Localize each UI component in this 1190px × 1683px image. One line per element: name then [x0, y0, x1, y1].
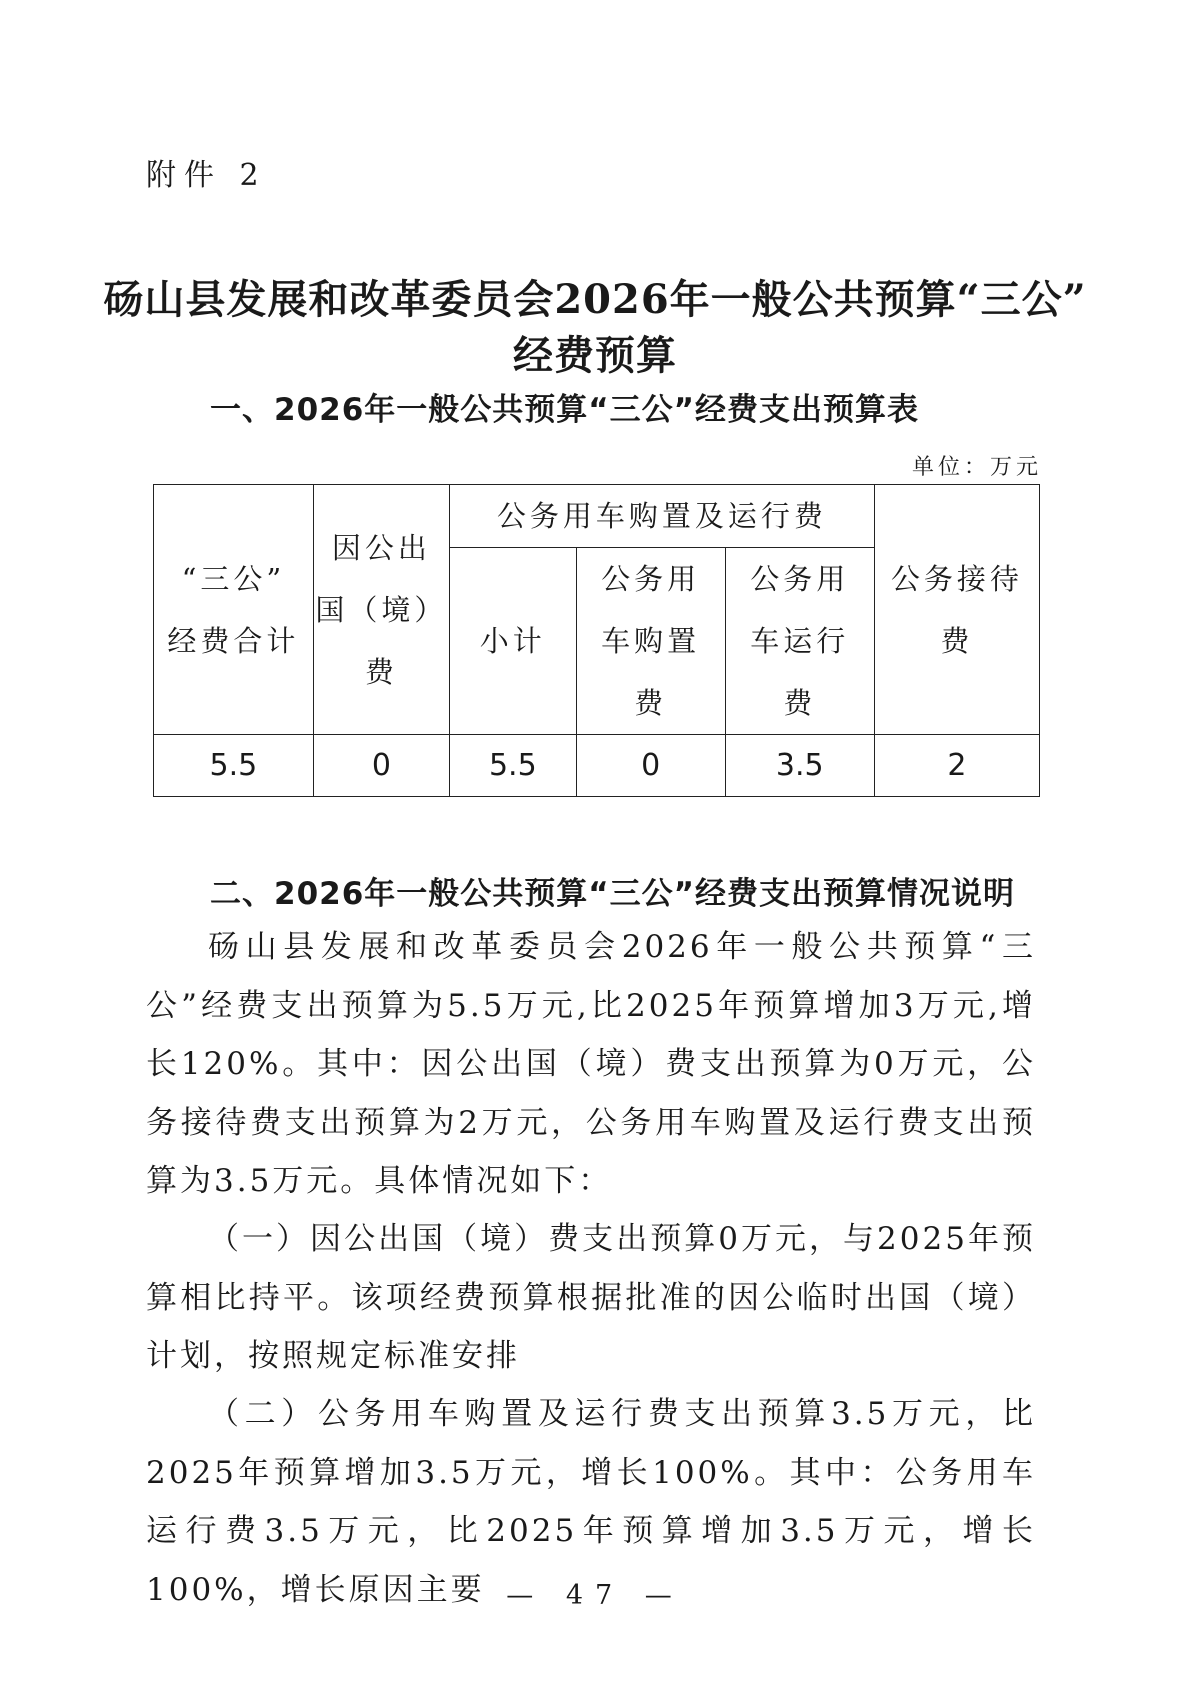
header-vehicle-operation: 公务用 车运行 费: [725, 548, 874, 735]
unit-label: 单位：万元: [911, 455, 1042, 480]
paragraph-summary: 砀山县发展和改革委员会2026年一般公共预算“三公”经费支出预算为5.5万元,比2025年预算增加3万元,增长120%。其中：因公出国（境）费支出预算为0万元，公务接待费支出预算为2万元，公务用车购置及运行费支出预算为3.5万元。具体情况如下：: [146, 929, 1036, 1199]
value-reception: 2: [874, 735, 1039, 797]
attachment-label: 附件 2: [146, 158, 267, 193]
value-total: 5.5: [154, 735, 314, 797]
section1-heading: 一、2026年一般公共预算“三公”经费支出预算表: [210, 392, 920, 428]
header-subtotal: 小计: [450, 548, 577, 735]
paragraph-vehicle: （二）公务用车购置及运行费支出预算3.5万元，比2025年预算增加3.5万元，增长100%。其中：公务用车运行费3.5万元，比2025年预算增加3.5万元，增长100%，增长原因主要: [146, 1396, 1036, 1608]
header-reception: 公务接待 费: [874, 485, 1039, 735]
document-title-line1: 砀山县发展和改革委员会2026年一般公共预算“三公”: [103, 276, 1087, 323]
header-vehicle-purchase: 公务用 车购置 费: [576, 548, 725, 735]
table-row: [154, 735, 1040, 797]
table-header-row-1: [154, 485, 1040, 548]
paragraph-abroad: （一）因公出国（境）费支出预算0万元，与2025年预算相比持平。该项经费预算根据批准的因公临时出国（境）计划，按照规定标准安排: [146, 1221, 1036, 1374]
header-total: “三公” 经费合计: [154, 485, 314, 735]
value-vehicle-operation: 3.5: [725, 735, 874, 797]
page-number: — 47 —: [506, 1580, 684, 1611]
value-subtotal: 5.5: [450, 735, 577, 797]
header-abroad: 因公出 国（境） 费: [313, 485, 449, 735]
document-title-line2: 经费预算: [513, 332, 677, 379]
value-abroad: 0: [313, 735, 449, 797]
header-vehicle-group: 公务用车购置及运行费: [450, 485, 875, 548]
section2-heading: 二、2026年一般公共预算“三公”经费支出预算情况说明: [210, 876, 1016, 912]
value-vehicle-purchase: 0: [576, 735, 725, 797]
budget-table: [153, 484, 1040, 797]
